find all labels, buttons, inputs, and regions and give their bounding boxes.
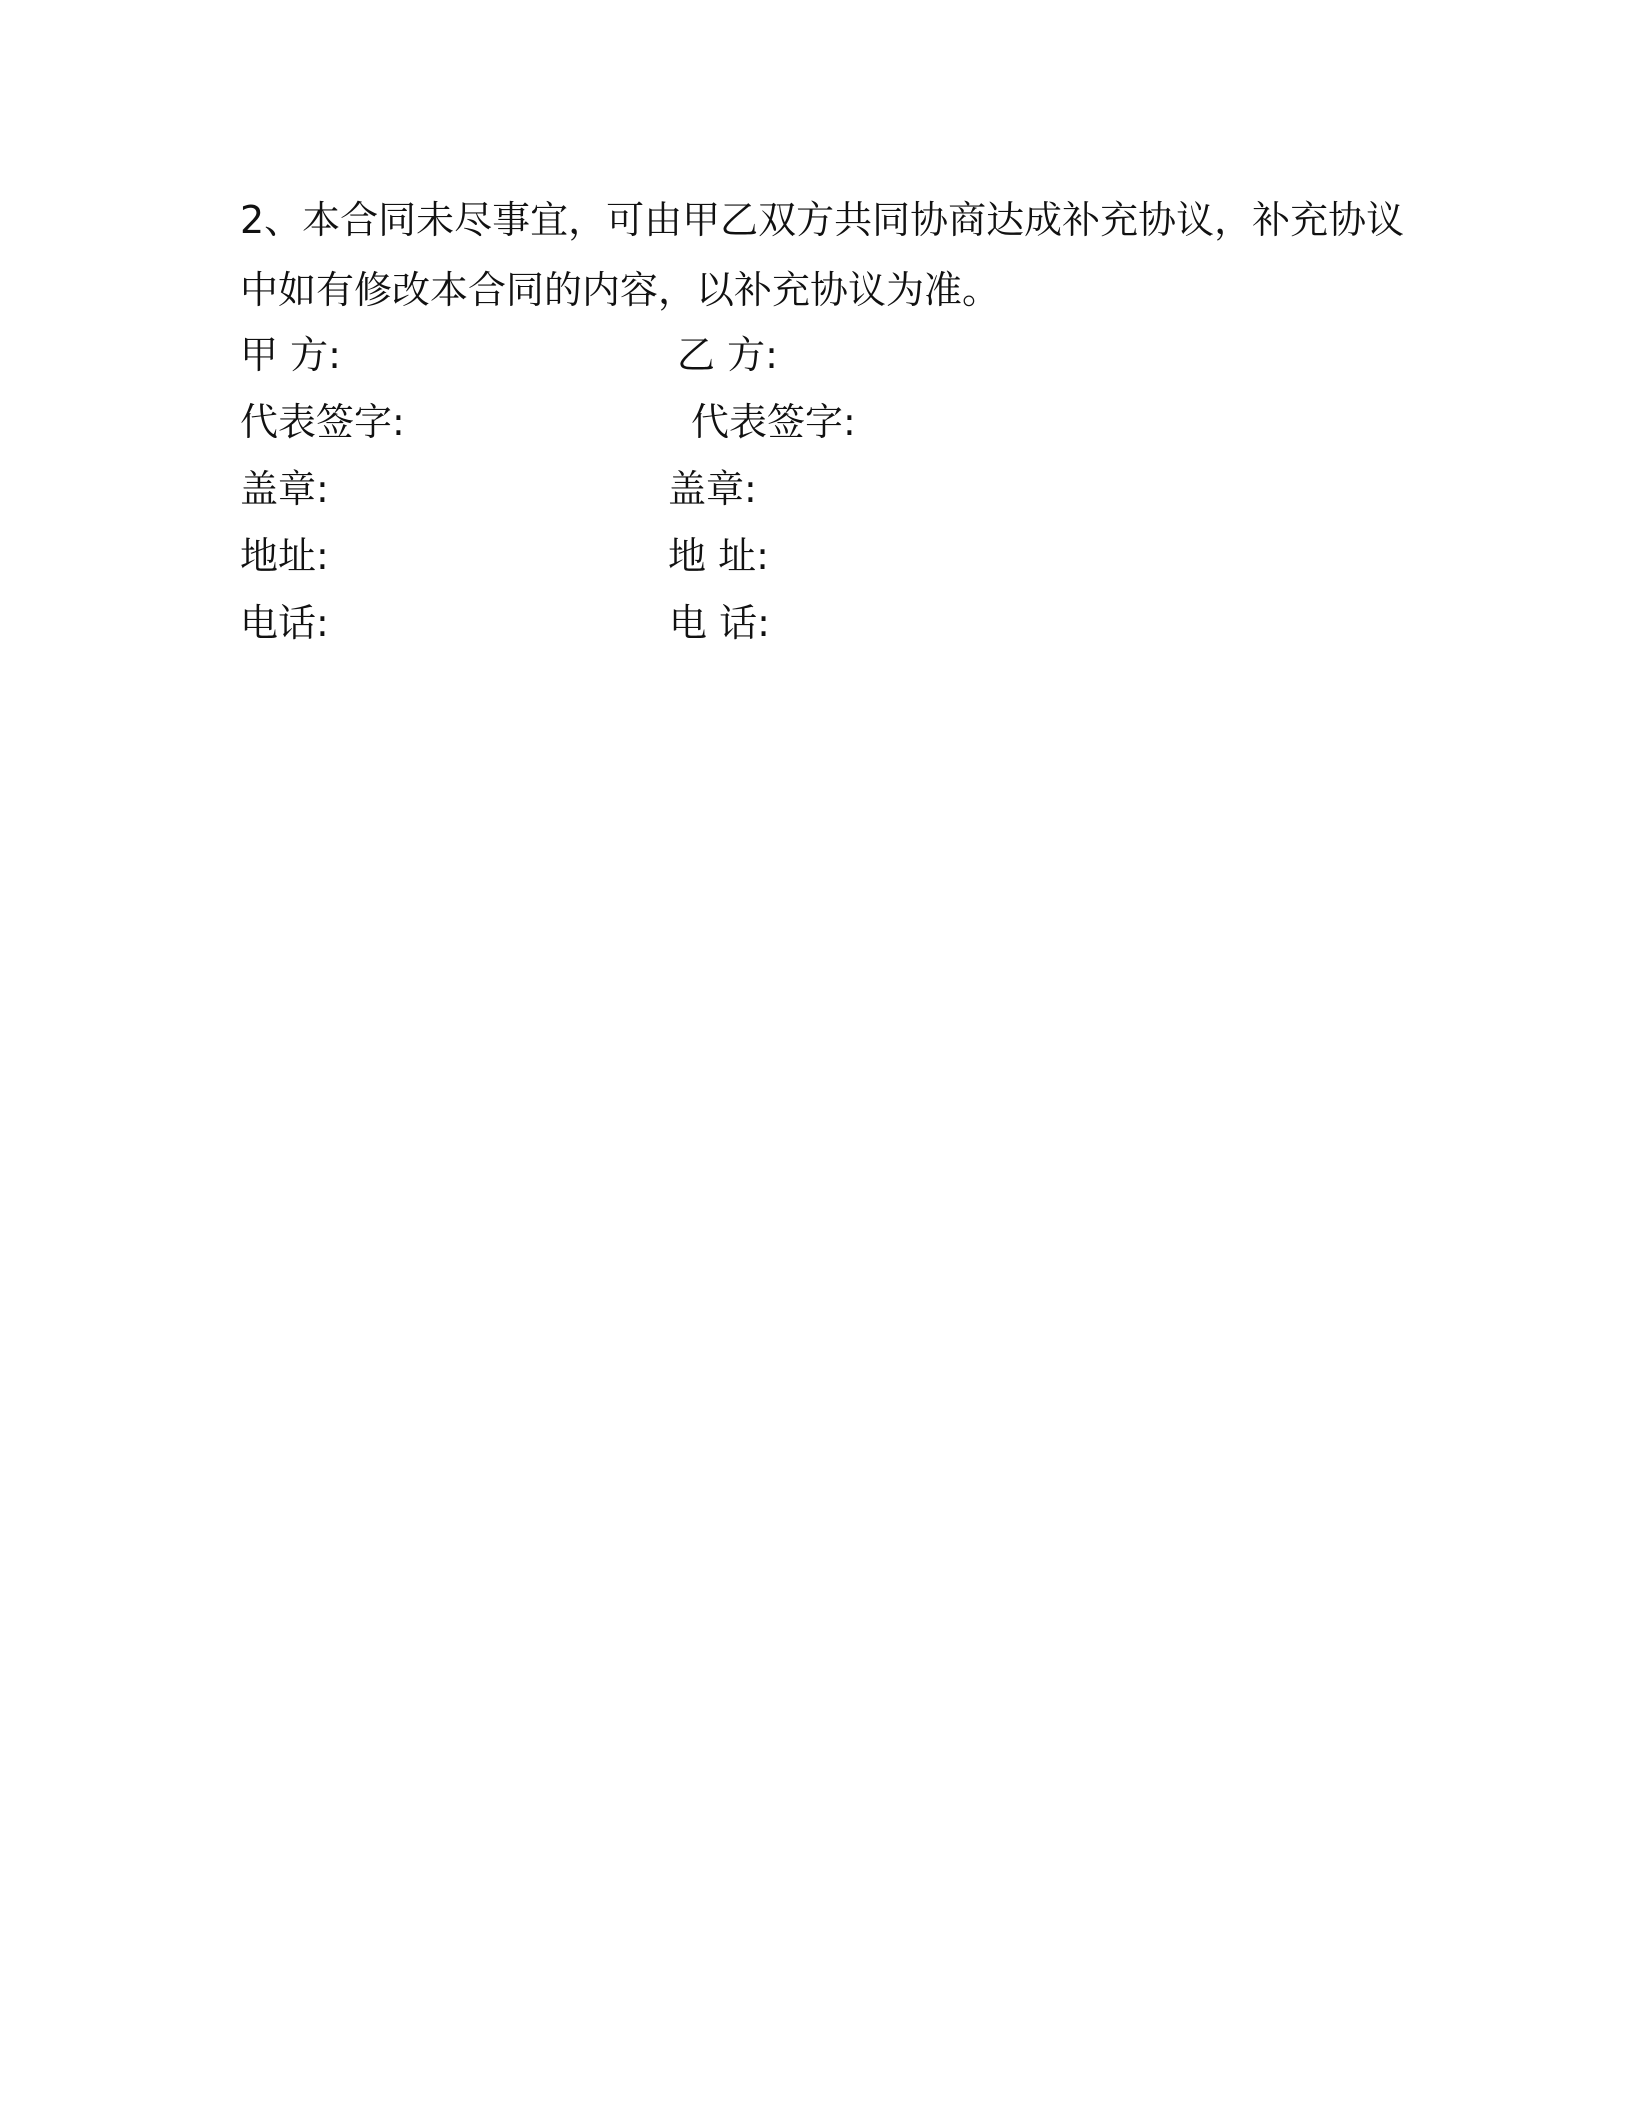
signature-row-phone	[240, 590, 1240, 657]
party-a-seal-label: 盖章:	[240, 467, 329, 511]
signature-row-party	[240, 322, 1240, 389]
clause-paragraph: 2、本合同未尽事宜，可由甲乙双方共同协商达成补充协议，补充协议中如有修改本合同的内容，以补充协议为准。	[240, 198, 1405, 312]
party-b-seal-label: 盖章:	[668, 467, 757, 511]
party-a-phone-label: 电话:	[240, 601, 329, 645]
party-b-label: 乙 方:	[677, 333, 778, 377]
signature-row-representative	[240, 389, 1240, 456]
signature-block	[240, 322, 1240, 657]
party-a-representative-label: 代表签字:	[240, 400, 405, 444]
party-a-label: 甲 方:	[240, 333, 341, 377]
party-a-address-label: 地址:	[240, 534, 329, 578]
party-b-phone-label: 电 话:	[669, 601, 770, 645]
party-b-address-label: 地 址:	[668, 534, 769, 578]
signature-row-address	[240, 523, 1240, 590]
signature-row-seal	[240, 456, 1240, 523]
party-b-representative-label: 代表签字:	[691, 400, 856, 444]
